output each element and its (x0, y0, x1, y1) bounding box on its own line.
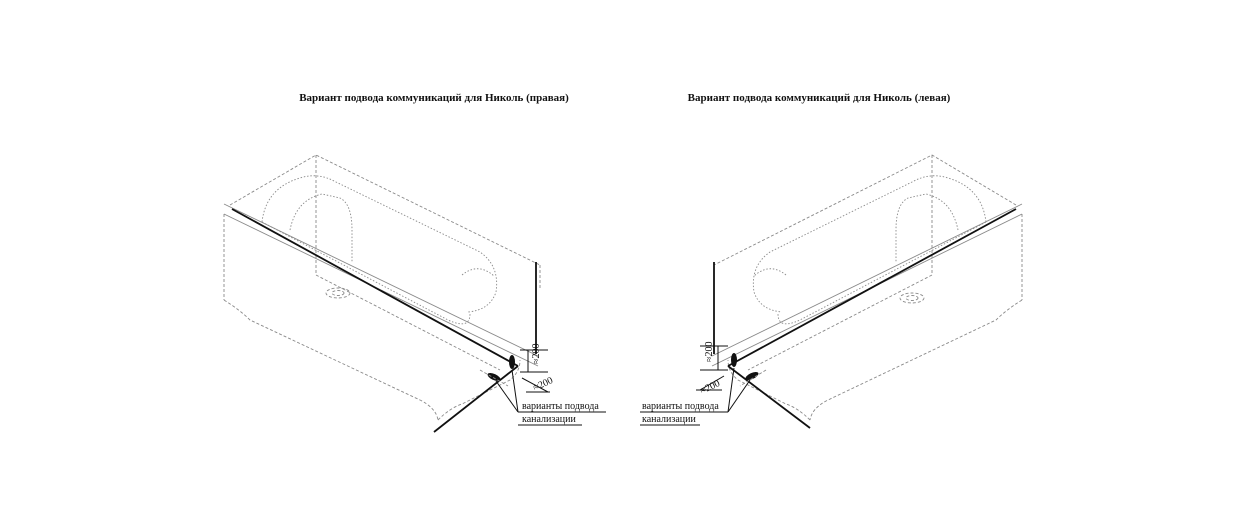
sewer-outlet-vertical-icon (509, 355, 515, 369)
overflow-drain-icon (900, 293, 924, 303)
tub-back-rim (230, 155, 540, 265)
dimension-label-horizontal: ≈200 (698, 378, 722, 397)
callout-label-line1: варианты подвода (522, 401, 599, 412)
callout-label-line1: варианты подвода (642, 401, 719, 412)
side-panel-line (748, 275, 932, 370)
diagram-title-left: Вариант подвода коммуникаций для Николь (левая) (687, 92, 951, 104)
apron-foot-curve (438, 360, 520, 420)
tub-front-rim-top (224, 204, 538, 356)
bathtub-right-variant (224, 155, 606, 432)
apron-bottom-curve (810, 300, 1022, 420)
sewer-outlet-vertical-icon (731, 353, 737, 367)
dimension-label-vertical: ≈200 (531, 343, 542, 364)
wall-line-short (434, 366, 518, 432)
tub-front-rim-top (712, 204, 1022, 356)
wall-line-long (232, 209, 518, 366)
dimension-label-vertical: ≈200 (704, 341, 715, 362)
tub-foot-curve (462, 269, 494, 276)
bathtub-left-variant (640, 155, 1022, 428)
dimension-label-horizontal: ≈200 (531, 375, 555, 394)
tub-headrest-curve (896, 194, 958, 262)
wall-line-short (728, 366, 810, 428)
apron-bottom-curve (224, 300, 438, 420)
diagram-title-right: Вариант подвода коммуникаций для Николь (правая) (299, 92, 569, 104)
tub-back-rim (714, 155, 1016, 265)
callout-label-line2: канализации (642, 414, 696, 425)
apron-foot-curve (728, 360, 810, 420)
wall-line-long (728, 209, 1016, 366)
tub-headrest-curve (290, 194, 352, 262)
tub-foot-curve (754, 269, 786, 276)
overflow-drain-icon (326, 288, 350, 298)
side-panel-line (316, 275, 500, 370)
callout-label-line2: канализации (522, 414, 576, 425)
